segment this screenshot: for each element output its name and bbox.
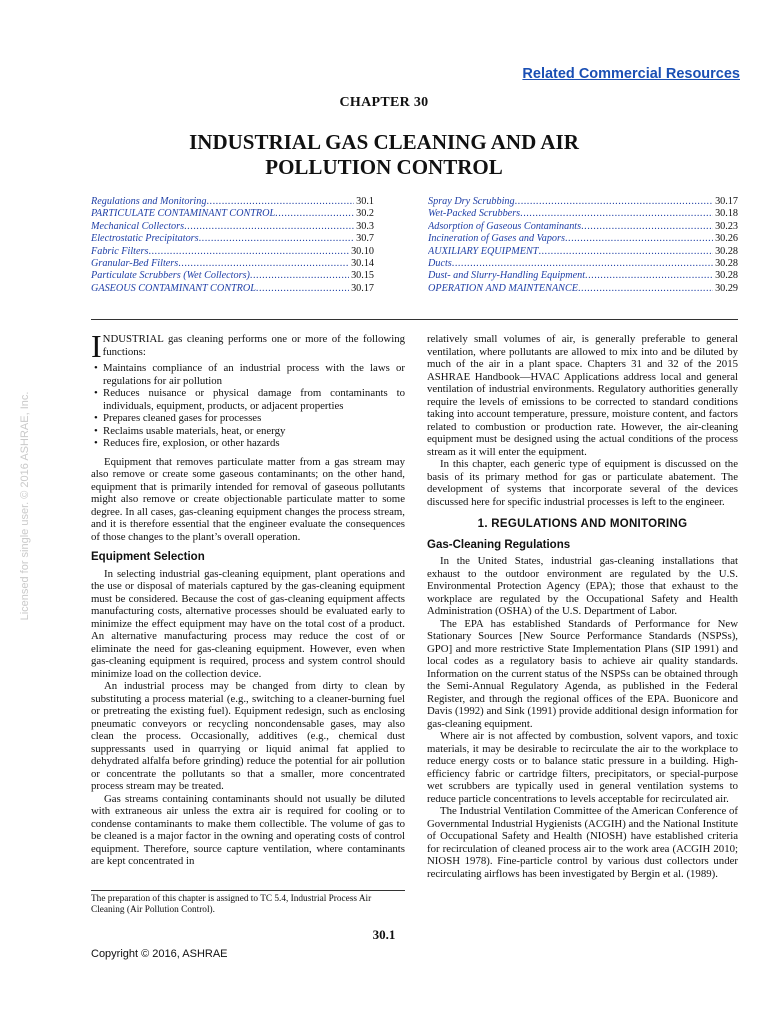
body-paragraph: Gas streams containing contaminants should not usually be diluted with extraneous air unless the extra air is required for cooling or to condense contaminants to make them collectible. The volume of gas to be cleaned is a major factor in the owning and operating costs of control equipment. Therefore, source capture ventilation, where contaminants are kept concentrated in [91,792,405,867]
body-paragraph: An industrial process may be changed from dirty to clean by substituting a process material (e.g., switching to a cleaner-burning fuel or pretreating the existing fuel). Equipment redesign, such as enclosing pneumatic conveyors or recycling noncondensable gases, may also clean the process. Occasionally, additives (e.g., chemical dust suppressants used in quarrying or liquid animal fat applied to dehydrated alfalfa before grinding) reduce the potential for air pollution or concentrate the pollutants so that a smaller, more concentrated process stream may be treated. [91,680,405,792]
list-item: • Maintains compliance of an industrial process with the laws or regulations for air pollution [91,362,405,387]
toc-entry-link[interactable]: Particulate Scrubbers (Wet Collectors) [91,270,250,282]
toc-entry[interactable] [91,196,374,208]
toc-leader-dots [520,208,713,220]
body-paragraph: In selecting industrial gas-cleaning equipment, plant operations and the use or disposal of materials captured by the gas-cleaning equipment must be considered. Because the cost of gas-cleaning equipment affects manufacturing costs, alternative processes should be evaluated early to minimize the effect equipment may have on the total cost of a product. An alternative manufacturing process may reduce the cost of or eliminate the need for gas-cleaning equipment. However, even when gas-cleaning equipment is required, process and system control should minimize load on the collection device. [91,567,405,680]
toc-entry[interactable] [91,233,374,245]
toc-leader-dots [452,258,713,270]
list-item: • Reduces fire, explosion, or other hazards [91,437,405,450]
toc-page-number: 30.15 [351,270,374,282]
toc-entry-link[interactable]: Fabric Filters [91,245,149,257]
toc-entry-link[interactable]: Dust- and Slurry-Handling Equipment [428,270,586,282]
toc-entry[interactable] [91,283,374,295]
toc-entry[interactable] [428,196,738,208]
toc-page-number: 30.17 [351,282,374,294]
toc-entry[interactable] [428,233,738,245]
toc-entry-link[interactable]: Spray Dry Scrubbing [428,196,515,207]
toc-entry-link[interactable]: Regulations and Monitoring [91,196,207,207]
toc-entry[interactable] [91,208,374,220]
body-paragraph: The Industrial Ventilation Committee of the American Conference of Governmental Industrial Hygienists (ACGIH) and the National Institute of Occupational Safety and Health (NIOSH) have established criteria for recirculation of cleaned process air to the work area (ACGIH 2010; NIOSH 1978). Fine-particle control by various dust collectors under recirculating airflows has been investigated by Bergin et al. (1989). [427,805,738,880]
body-paragraph: In the United States, industrial gas-cleaning installations that exhaust to the outdoor environment are regulated by the U.S. Environmental Protection Agency (EPA); those that exhaust to the workplace are regulated by the Occupational Safety and Health Administration (OSHA) of the U.S. Department of Labor. [427,555,738,617]
gas-cleaning-regulations-heading: Gas-Cleaning Regulations [427,538,571,551]
toc-entry-link[interactable]: PARTICULATE CONTAMINANT CONTROL [91,208,276,220]
toc-page-number: 30.29 [715,282,738,294]
toc-leader-dots [148,246,349,258]
toc-page-number: 30.28 [715,258,738,270]
drop-cap: I [91,328,102,364]
toc-right-column [428,196,738,295]
body-paragraph: Equipment that removes particulate matter from a gas stream may also remove or create some gaseous contaminants; on the other hand, equipment that is primarily intended for removal of gaseous pollutants might also remove or create objectionable particulate matter to some degree. In all cases, gas-cleaning equipment changes the process stream, and it is therefore essential that the engineer evaluate the consequences of those changes to the plant’s overall operation. [91,455,405,543]
toc-entry-link[interactable]: Electrostatic Precipitators [91,233,199,245]
toc-entry[interactable] [428,270,738,282]
toc-entry[interactable] [428,221,738,233]
toc-page-number: 30.3 [356,220,374,232]
toc-entry-link[interactable]: Granular-Bed Filters [91,258,179,270]
toc-page-number: 30.26 [715,233,738,245]
toc-page-number: 30.23 [715,220,738,232]
toc-entry[interactable] [91,258,374,270]
toc-entry-link[interactable]: Incineration of Gases and Vapors [428,233,565,245]
toc-page-number: 30.1 [356,196,374,207]
toc-page-number: 30.7 [356,233,374,245]
toc-page-number: 30.2 [356,208,374,220]
equipment-selection-heading: Equipment Selection [91,551,205,563]
body-paragraph: relatively small volumes of air, is generally preferable to general ventilation, where pollutants are allowed to mix into and be diluted by much of the air in a plant space. Chapters 31 and 32 of the 2015 ASHRAE Handbook—HVAC Applications address local and general ventilation of industrial environments. Regulatory authorities generally require the levels of emissions to be corrected to standard conditions taking into account temperature, pressure, moisture content, and factors related to combustion or production rate. However, the air-cleaning equipment must be designed using the actual conditions of the process stream as it will enter the equipment. [427,333,738,458]
chapter-title [0,130,768,180]
intro-paragraph [91,328,405,364]
toc-leader-dots [178,258,349,270]
toc-entry-link[interactable]: AUXILIARY EQUIPMENT [428,245,539,257]
toc-leader-dots [585,270,713,282]
toc-leader-dots [199,233,355,245]
toc-page-number: 30.17 [715,196,738,207]
toc-left-column [91,196,374,295]
toc-entry-link[interactable]: Adsorption of Gaseous Contaminants [428,220,582,232]
toc-leader-dots [578,283,713,295]
toc-entry[interactable] [428,208,738,220]
chapter-title-line1: INDUSTRIAL GAS CLEANING AND AIR [189,130,579,154]
intro-text: NDUSTRIAL gas cleaning performs one or more of the following functions: [102,333,405,358]
chapter-number: CHAPTER 30 [339,95,429,110]
list-item: • Prepares cleaned gases for processes [91,412,405,425]
toc-entry-link[interactable]: Wet-Packed Scrubbers [428,208,521,220]
list-item: • Reclaims usable materials, heat, or energy [91,425,405,438]
toc-entry[interactable] [428,258,738,270]
chapter-title-line2: POLLUTION CONTROL [265,155,503,179]
toc-entry[interactable] [91,270,374,282]
functions-list [91,362,405,450]
list-item: • Reduces nuisance or physical damage from contaminants to individuals, equipment, products, or adjacent properties [91,387,405,412]
toc-entry-link[interactable]: Mechanical Collectors [91,220,185,232]
toc-entry[interactable] [428,283,738,295]
toc-entry[interactable] [91,221,374,233]
toc-leader-dots [250,270,349,282]
right-text-column [427,333,738,880]
toc-page-number: 30.14 [351,258,374,270]
left-text-column [91,328,405,868]
related-commercial-resources-link[interactable]: Related Commercial Resources [522,66,740,82]
body-paragraph: Where air is not affected by combustion, solvent vapors, and toxic materials, it may be desirable to recirculate the air to the workplace to reduce energy costs or to balance static pressure in a building. High-efficiency fabric or cartridge filters, precipitators, or special-purpose wet scrubbers are typically used in general ventilation systems to reduce particle concentrations to levels acceptable for recirculated air. [427,730,738,805]
copyright-notice: Copyright © 2016, ASHRAE [91,948,228,960]
toc-leader-dots [275,208,354,220]
license-watermark: Licensed for single user. © 2016 ASHRAE, Inc. [19,391,31,621]
toc-leader-dots [206,196,354,208]
toc-leader-dots [565,233,713,245]
toc-entry[interactable] [428,246,738,258]
toc-leader-dots [256,283,349,295]
toc-page-number: 30.10 [351,245,374,257]
toc-page-number: 30.28 [715,270,738,282]
toc-entry-link[interactable]: Ducts [428,258,452,270]
toc-entry-link[interactable]: OPERATION AND MAINTENANCE [428,282,578,294]
toc-leader-dots [515,196,713,208]
footnote: The preparation of this chapter is assigned to TC 5.4, Industrial Process Air Cleaning (Air Pollution Control). [91,890,405,916]
section-heading: 1. REGULATIONS AND MONITORING [477,518,688,530]
body-paragraph: In this chapter, each generic type of equipment is discussed on the basis of its primary method for gas or particulate abatement. The development of systems that incorporate several of the devices discussed here for specific industrial processes is left to the engineer. [427,458,738,508]
toc-leader-dots [538,246,713,258]
toc-leader-dots [581,221,713,233]
toc-leader-dots [184,221,354,233]
body-paragraph: The EPA has established Standards of Performance for New Stationary Sources [New Source Performance Standards (NSPSs), GPO] and more restrictive State Implementation Plans (SIP 1991) and local codes as a regulatory basis to achieve air quality standards. Information on the current status of the NSPSs can be obtained through the Semi-Annual Regulatory Agenda, as published in the Federal Register, and through the regional offices of the EPA. Buonicore and Davis (1992) and Sink (1991) provide additional design information for gas-cleaning equipment. [427,617,738,730]
header-divider [91,319,738,320]
toc-entry[interactable] [91,246,374,258]
toc-page-number: 30.28 [715,245,738,257]
toc-entry-link[interactable]: GASEOUS CONTAMINANT CONTROL [91,282,256,294]
toc-page-number: 30.18 [715,208,738,220]
page-number: 30.1 [372,927,396,942]
